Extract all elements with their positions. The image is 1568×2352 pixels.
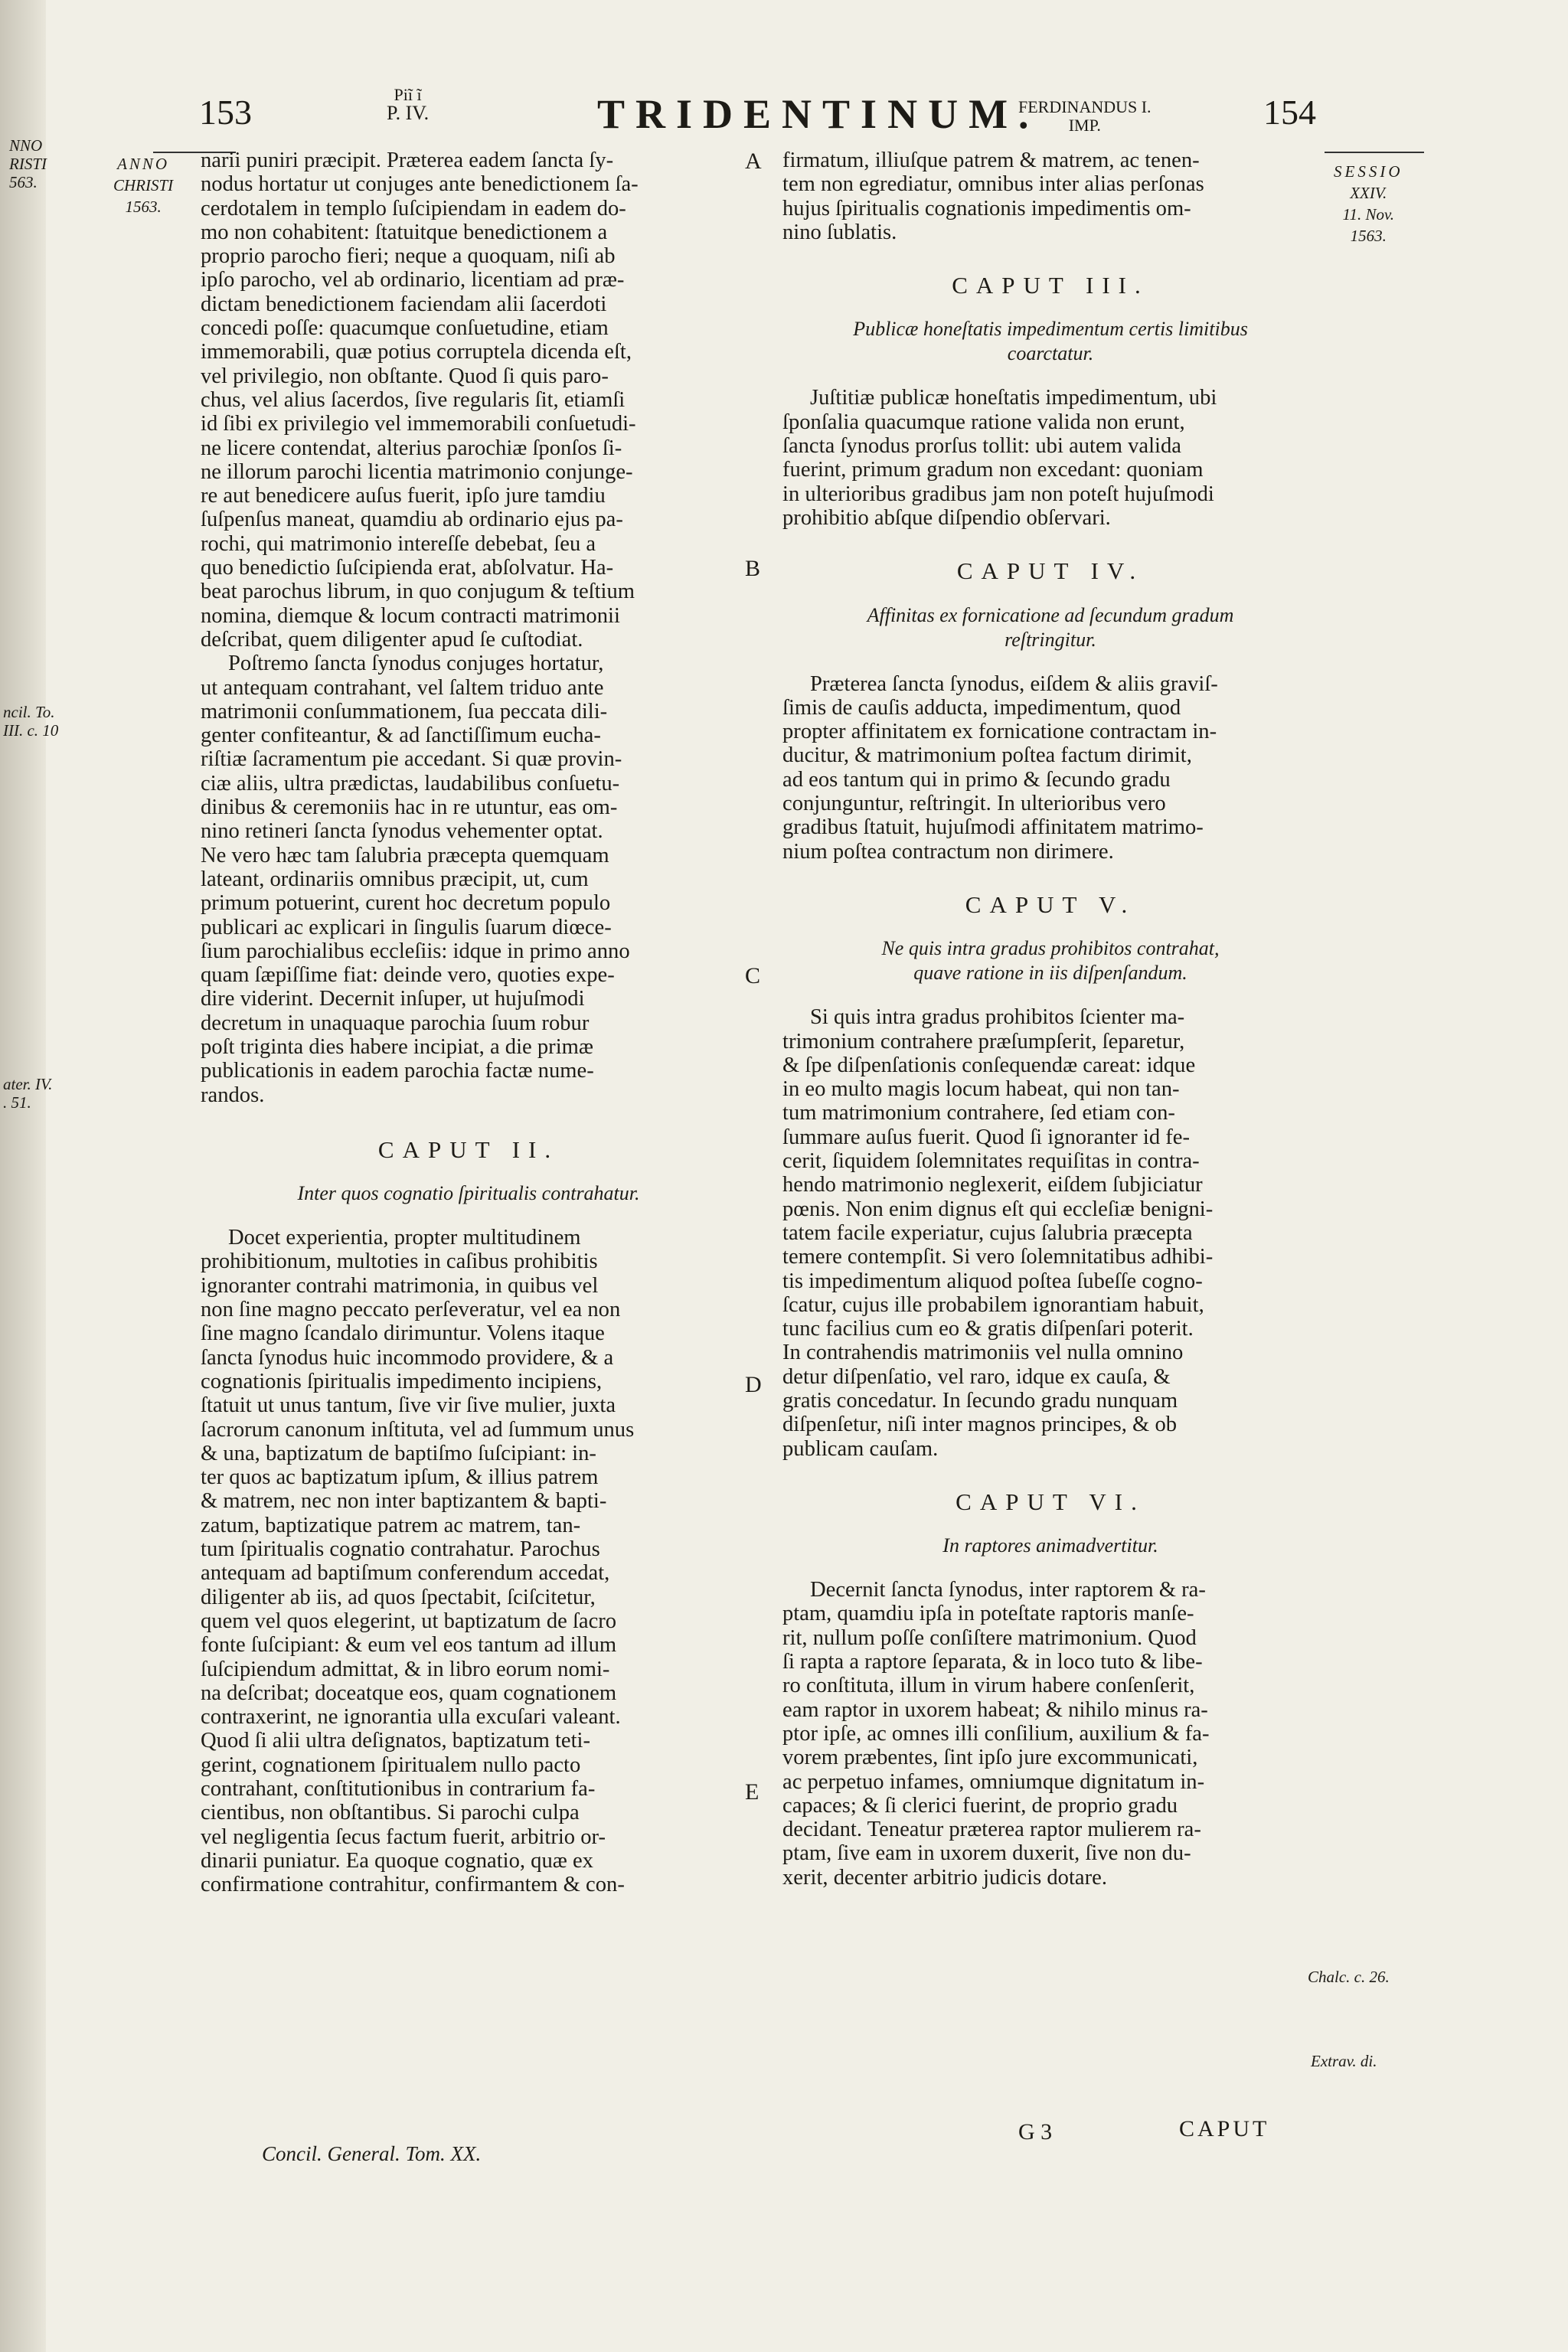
margin-anno: ANNO	[117, 155, 170, 173]
text-line: tatem facile experiatur, cujus ſalubria præcepta	[782, 1220, 1193, 1245]
text-line: antequam ad baptiſmum conferendum accedat,	[201, 1561, 610, 1586]
text-line: gratis concedatur. In ſecundo gradu nunquam	[782, 1388, 1178, 1413]
text-line: zatum, baptizatique patrem ac matrem, tan-	[201, 1513, 581, 1537]
running-title: TRIDENTINUM.	[597, 91, 1040, 137]
text-line: propter affinitatem ex fornicatione contractam in-	[782, 720, 1217, 744]
header-left-sub	[387, 86, 429, 122]
chapter-subtitle	[782, 317, 1318, 366]
text-line: ciæ aliis, ultra prædictas, laudabilibus conſuetu-	[201, 771, 620, 795]
chapter-subtitle-line: coarctatur.	[1007, 342, 1094, 365]
text-line: Si quis intra gradus prohibitos ſcienter ma-	[810, 1005, 1185, 1030]
text-line: ſuſcipiendum admittat, & in libro eorum nomi-	[201, 1657, 610, 1681]
text-line: ſimis de cauſis adducta, impedimentum, quod	[782, 695, 1181, 720]
margin-sessio-label: SESSIO	[1334, 162, 1403, 181]
chapter-heading: CAPUT III.	[952, 272, 1149, 299]
text-line: cognationis ſpiritualis impedimento incipiens,	[201, 1369, 603, 1393]
book-binding-edge	[0, 0, 46, 2352]
text-line: & ſpe diſpenſationis conſequendæ careat: idque	[782, 1053, 1196, 1077]
text-line: & matrem, nec non inter baptizantem & bapti-	[201, 1489, 607, 1514]
text-line: beat parochus librum, in quo conjugum & teſtium	[201, 580, 635, 604]
text-line: nium poſtea contractum non dirimere.	[782, 839, 1114, 864]
chapter-heading: CAPUT IV.	[956, 557, 1145, 585]
text-line: gradibus ſtatuit, hujuſmodi affinitatem matrimo-	[782, 815, 1204, 840]
text-line: concedi poſſe: quacumque conſuetudine, etiam	[201, 316, 609, 341]
text-line: ptam, ſive eam in uxorem duxerit, ſive non du-	[782, 1841, 1191, 1866]
text-line: publicari ac explicari in ſingulis ſuarum diœce-	[201, 915, 612, 939]
text-line: Poſtremo ſancta ſynodus conjuges hortatur,	[228, 652, 604, 676]
text-line: quo benedictio ſuſcipienda erat, abſolvatur. Ha-	[201, 556, 614, 580]
header-left-sub-top: Piĩ ĩ	[394, 85, 422, 104]
text-line: ſcatur, cujus ille probabilem ignorantiam habuit,	[782, 1292, 1204, 1317]
text-line: ro conſtituta, illum in virum habere conſenſerit,	[782, 1674, 1195, 1698]
text-line: prohibitionum, multoties in caſibus prohibitis	[201, 1250, 598, 1274]
chapter-subtitle: In raptores animadvertitur.	[942, 1534, 1158, 1557]
text-line: ſium parochialibus eccleſiis: idque in primo anno	[201, 939, 630, 963]
text-line: ſummare auſus fuerit. Quod ſi ignoranter id fe-	[782, 1125, 1191, 1149]
edge-note-top	[9, 136, 47, 191]
chapter-subtitle: Inter quos cognatio ſpiritualis contrahatur.	[297, 1182, 640, 1205]
text-line: ptam, quamdiu ipſa in poteſtate raptoris manſe-	[782, 1602, 1194, 1626]
text-line: nino retineri ſancta ſynodus vehementer optat.	[201, 819, 603, 844]
text-line: ſacrorum canonum inſtituta, vel ad ſummum unus	[201, 1417, 635, 1442]
header-imperator-title: IMP.	[1068, 116, 1101, 135]
text-line: ad eos tantum qui in primo & ſecundo gradu	[782, 767, 1171, 792]
text-line: rochi, qui matrimonio intereſſe debebat, ſeu a	[201, 531, 596, 556]
header-left-sub-bottom: P. IV.	[387, 102, 430, 124]
text-line: In contrahendis matrimoniis vel nulla omnino	[782, 1341, 1184, 1365]
chapter-subtitle-line: Publicæ honeſtatis impedimentum certis limitibus	[853, 318, 1248, 341]
text-line: na deſcribat; doceatque eos, quam cognationem	[201, 1681, 617, 1705]
text-line: cientibus, non obſtantibus. Si parochi culpa	[201, 1801, 580, 1825]
text-line: rit, nullum poſſe conſiſtere matrimonium. Quod	[782, 1625, 1197, 1650]
page-number-right: 154	[1263, 93, 1316, 132]
text-line: diligenter ab iis, ad quos ſpectabit, ſciſcitetur,	[201, 1585, 596, 1609]
text-line: vorem præbentes, ſint ipſo jure excommunicati,	[782, 1746, 1198, 1770]
margin-note-extrav: Extrav. di.	[1311, 2052, 1377, 2070]
margin-note-chalc: Chalc. c. 26.	[1308, 1968, 1390, 1986]
text-line: Ne vero hæc tam ſalubria præcepta quemquam	[201, 843, 609, 867]
paragraph	[201, 1226, 737, 1896]
text-line: & una, baptizatum de baptiſmo ſuſcipiant: in-	[201, 1441, 596, 1465]
text-line: dinarii puniatur. Ea quoque cognatio, quæ ex	[201, 1848, 593, 1873]
margin-sessio-year: 1563.	[1350, 227, 1387, 245]
text-line: ſponſalia quacumque ratione valida non erunt,	[782, 410, 1185, 434]
text-line: re aut benedicere auſus fuerit, ipſo jure tamdiu	[201, 484, 606, 508]
text-line: in eo multo magis locum habeat, qui non tan-	[782, 1077, 1180, 1102]
section-marker-c: C	[745, 963, 761, 988]
text-line: ptor ipſe, ac omnes illi conſilium, auxilium & fa-	[782, 1721, 1210, 1746]
text-line: randos.	[201, 1083, 265, 1107]
text-line: id ſibi ex privilegio vel immemorabili conſuetudi-	[201, 412, 636, 436]
text-line: fonte ſuſcipiant: & eum vel eos tantum ad illum	[201, 1633, 617, 1658]
text-line: quem vel quos elegerint, ut baptizatum de ſacro	[201, 1609, 617, 1633]
text-line: temere contempſit. Si vero ſolemnitatibus adhibi-	[782, 1245, 1214, 1269]
text-line: lateant, ordinariis omnibus præcipit, ut, cum	[201, 867, 589, 891]
text-line: capaces; & ſi clerici fuerint, de proprio gradu	[782, 1793, 1178, 1818]
catchword: CAPUT	[1179, 2116, 1270, 2141]
text-line: quam ſæpiſſime fiat: deinde vero, quoties expe-	[201, 963, 615, 988]
text-line: narii puniri præcipit. Præterea eadem ſancta ſy-	[201, 149, 614, 172]
text-line: dinibus & ceremoniis hac in re utuntur, eas om-	[201, 795, 618, 820]
text-line: fuerint, primum gradum non excedant: quoniam	[782, 458, 1204, 482]
text-line: Decernit ſancta ſynodus, inter raptorem & ra-	[810, 1578, 1206, 1602]
chapter-subtitle	[782, 603, 1318, 652]
text-line: mo non cohabitent: ſtatuitque benedictionem a	[201, 220, 608, 244]
text-line: ut antequam contrahant, vel ſaltem triduo ante	[201, 675, 604, 700]
section-marker-e: E	[745, 1779, 760, 1805]
edge-note-later	[3, 1075, 52, 1112]
text-line: vel privilegio, non obſtante. Quod ſi quis paro-	[201, 364, 609, 388]
text-line: xerit, decenter arbitrio judicis dotare.	[782, 1865, 1107, 1890]
edge-note-line: NNO	[9, 136, 43, 155]
text-line: publicam cauſam.	[782, 1436, 939, 1461]
text-line: poſt triginta dies habere incipiat, a die primæ	[201, 1034, 593, 1059]
text-line: nodus hortatur ut conjuges ante benedictionem ſa-	[201, 172, 639, 197]
text-line: ſuſpenſus maneat, quamdiu ab ordinario ejus pa-	[201, 508, 623, 532]
text-line: detur diſpenſatio, vel raro, idque ex cauſa, &	[782, 1364, 1171, 1389]
text-line: non ſine magno peccato perſeveratur, vel ea non	[201, 1298, 621, 1322]
margin-sessio-date: 11. Nov.	[1342, 205, 1394, 224]
margin-sessio-number: XXIV.	[1350, 184, 1387, 202]
text-line: diſpenſetur, niſi inter magnos principes, & ob	[782, 1413, 1178, 1437]
margin-sessio	[1334, 161, 1403, 247]
text-line: ſancta ſynodus huic incommodo providere, & a	[201, 1345, 614, 1370]
chapter-heading: CAPUT VI.	[956, 1488, 1145, 1515]
text-line: deſcribat, quem diligenter apud ſe cuſtodiat.	[201, 627, 583, 652]
section-marker-b: B	[745, 556, 761, 581]
text-line: dire viderint. Decernit inſuper, ut hujuſmodi	[201, 987, 585, 1011]
section-marker-d: D	[745, 1372, 762, 1397]
signature-mark: G 3	[1018, 2119, 1053, 2145]
text-line: ſancta ſynodus prorſus tollit: ubi autem valida	[782, 434, 1181, 459]
text-line: tum matrimonium contrahere, ſed etiam con-	[782, 1101, 1175, 1125]
left-text-column	[201, 149, 737, 1896]
text-line: tum ſpiritualis cognatio contrahatur. Parochus	[201, 1537, 600, 1562]
chapter-subtitle-line: quave ratione in iis diſpenſandum.	[913, 962, 1187, 985]
text-line: ter quos ac baptizatum ipſum, & illius patrem	[201, 1465, 599, 1490]
text-line: ſtatuit ut unus tantum, ſive vir ſive mulier, juxta	[201, 1393, 616, 1418]
section-marker-a: A	[745, 149, 762, 174]
chapter-subtitle-line: Ne quis intra gradus prohibitos contrahat,	[881, 937, 1220, 960]
text-line: confirmatione contrahitur, confirmantem & con-	[201, 1873, 625, 1897]
text-line: hujus ſpiritualis cognationis impedimentis om-	[782, 196, 1191, 220]
chapter-subtitle	[782, 936, 1318, 985]
text-line: matrimonii conſummationem, ſua peccata dili-	[201, 699, 608, 724]
text-line: immemorabili, quæ potius corruptela dicenda eſt,	[201, 340, 632, 364]
text-line: nino ſublatis.	[782, 220, 897, 244]
text-line: tis impedimentum aliquod poſtea ſubeſſe cogno-	[782, 1269, 1203, 1293]
edge-note-line: RISTI	[9, 155, 47, 173]
margin-christi: CHRISTI	[113, 176, 174, 194]
text-line: firmatum, illiuſque patrem & matrem, ac tenen-	[782, 149, 1200, 172]
text-line: contraxerint, ne ignorantia ulla excuſari valeant.	[201, 1705, 621, 1730]
text-line: riſtiæ ſacramentum pie accedant. Si quæ provin-	[201, 747, 622, 772]
text-line: hendo matrimonio neglexerit, eiſdem ſubjiciatur	[782, 1173, 1203, 1197]
margin-anno-christi	[113, 153, 173, 217]
text-line: vel negligentia ſecus factum fuerit, arbitrio or-	[201, 1824, 606, 1849]
page-number-left: 153	[199, 93, 252, 132]
text-line: Docet experientia, propter multitudinem	[228, 1226, 581, 1250]
paragraph	[782, 386, 1318, 530]
text-line: Quod ſi alii ultra deſignatos, baptizatum teti-	[201, 1729, 591, 1753]
paragraph	[782, 1005, 1318, 1461]
text-line: ducitur, & matrimonium poſtea factum dirimit,	[782, 743, 1192, 768]
text-line: gerint, cognationem ſpiritualem nullo pacto	[201, 1753, 581, 1777]
text-line: pœnis. Non enim dignus eſt qui eccleſiæ benigni-	[782, 1197, 1214, 1221]
text-line: primum potuerint, curent hoc decretum populo	[201, 891, 611, 916]
paragraph	[201, 149, 737, 652]
text-line: Juſtitiæ publicæ honeſtatis impedimentum, ubi	[810, 386, 1217, 410]
edge-note-line: ncil. To.	[3, 703, 55, 721]
chapter-heading: CAPUT V.	[965, 890, 1136, 918]
text-line: chus, vel alius ſacerdos, ſive regularis ſit, etiamſi	[201, 387, 626, 412]
chapter-subtitle-line: Affinitas ex fornicatione ad ſecundum gradum	[867, 603, 1234, 626]
document-page	[3, 0, 1568, 2352]
header-rule-right	[1325, 152, 1424, 153]
edge-note-line: 563.	[9, 173, 38, 191]
text-line: Præterea ſancta ſynodus, eiſdem & aliis graviſ-	[810, 671, 1218, 696]
edge-note-line: ater. IV.	[3, 1075, 53, 1093]
volume-footer: Concil. General. Tom. XX.	[262, 2142, 482, 2165]
header-imperator-name: FERDINANDUS I.	[1018, 97, 1152, 116]
text-line: dictam benedictionem faciendam alii ſacerdoti	[201, 292, 607, 316]
text-line: genter confiteantur, & ad ſanctiſſimum eucha-	[201, 724, 601, 748]
chapter-subtitle-line: reſtringitur.	[1004, 628, 1096, 651]
right-text-column	[782, 149, 1318, 1890]
text-line: nomina, diemque & locum contracti matrimonii	[201, 603, 620, 628]
text-line: conjunguntur, reſtringit. In ulterioribus vero	[782, 792, 1166, 816]
text-line: ne illorum parochi licentia matrimonio conjunge-	[201, 459, 633, 484]
text-line: eam raptor in uxorem habeat; & nihilo minus ra-	[782, 1697, 1208, 1722]
text-line: tunc facilius cum eo & gratis diſpenſari poterit.	[782, 1317, 1194, 1341]
text-line: ignoranter contrahi matrimonia, in quibus vel	[201, 1273, 599, 1298]
paragraph	[782, 1578, 1318, 1890]
text-line: ac perpetuo infames, omniumque dignitatum in-	[782, 1769, 1205, 1794]
paragraph	[782, 149, 1318, 244]
text-line: in ulterioribus gradibus jam non poteſt hujuſmodi	[782, 482, 1214, 506]
margin-year: 1563.	[125, 198, 162, 216]
paragraph	[201, 652, 737, 1107]
chapter-heading: CAPUT II.	[377, 1135, 560, 1163]
text-line: contrahant, conſtitutionibus in contrarium fa-	[201, 1777, 596, 1801]
edge-note-line: . 51.	[3, 1093, 31, 1112]
text-line: ipſo parocho, vel ab ordinario, licentiam ad præ-	[201, 268, 625, 292]
paragraph	[782, 672, 1318, 864]
text-line: ne licere contendat, alterius parochiæ ſponſos ſi-	[201, 436, 622, 460]
edge-note-line: III. c. 10	[3, 721, 59, 740]
text-line: prohibitio abſque diſpendio obſervari.	[782, 505, 1111, 530]
text-line: proprio parocho fieri; neque a quoquam, niſi ab	[201, 244, 616, 269]
text-line: cerdotalem in templo ſuſcipiendam in eadem do-	[201, 196, 626, 220]
text-line: ſi rapta a raptore ſeparata, & in loco tuto & libe-	[782, 1650, 1203, 1674]
text-line: cerit, ſiquidem ſolemnitates requiſitas in contra-	[782, 1149, 1200, 1174]
edge-note-concil	[3, 703, 58, 740]
text-line: publicationis in eadem parochia factæ nume-	[201, 1059, 594, 1083]
text-line: decidant. Teneatur præterea raptor mulierem ra-	[782, 1818, 1201, 1842]
text-line: tem non egrediatur, omnibus inter alias perſonas	[782, 172, 1204, 197]
text-line: decretum in unaquaque parochia ſuum robur	[201, 1011, 590, 1035]
text-line: trimonium contrahere præſumpſerit, ſeparetur,	[782, 1029, 1185, 1054]
text-line: ſine magno ſcandalo dirimuntur. Volens itaque	[201, 1321, 605, 1346]
header-imperator	[1018, 98, 1152, 135]
